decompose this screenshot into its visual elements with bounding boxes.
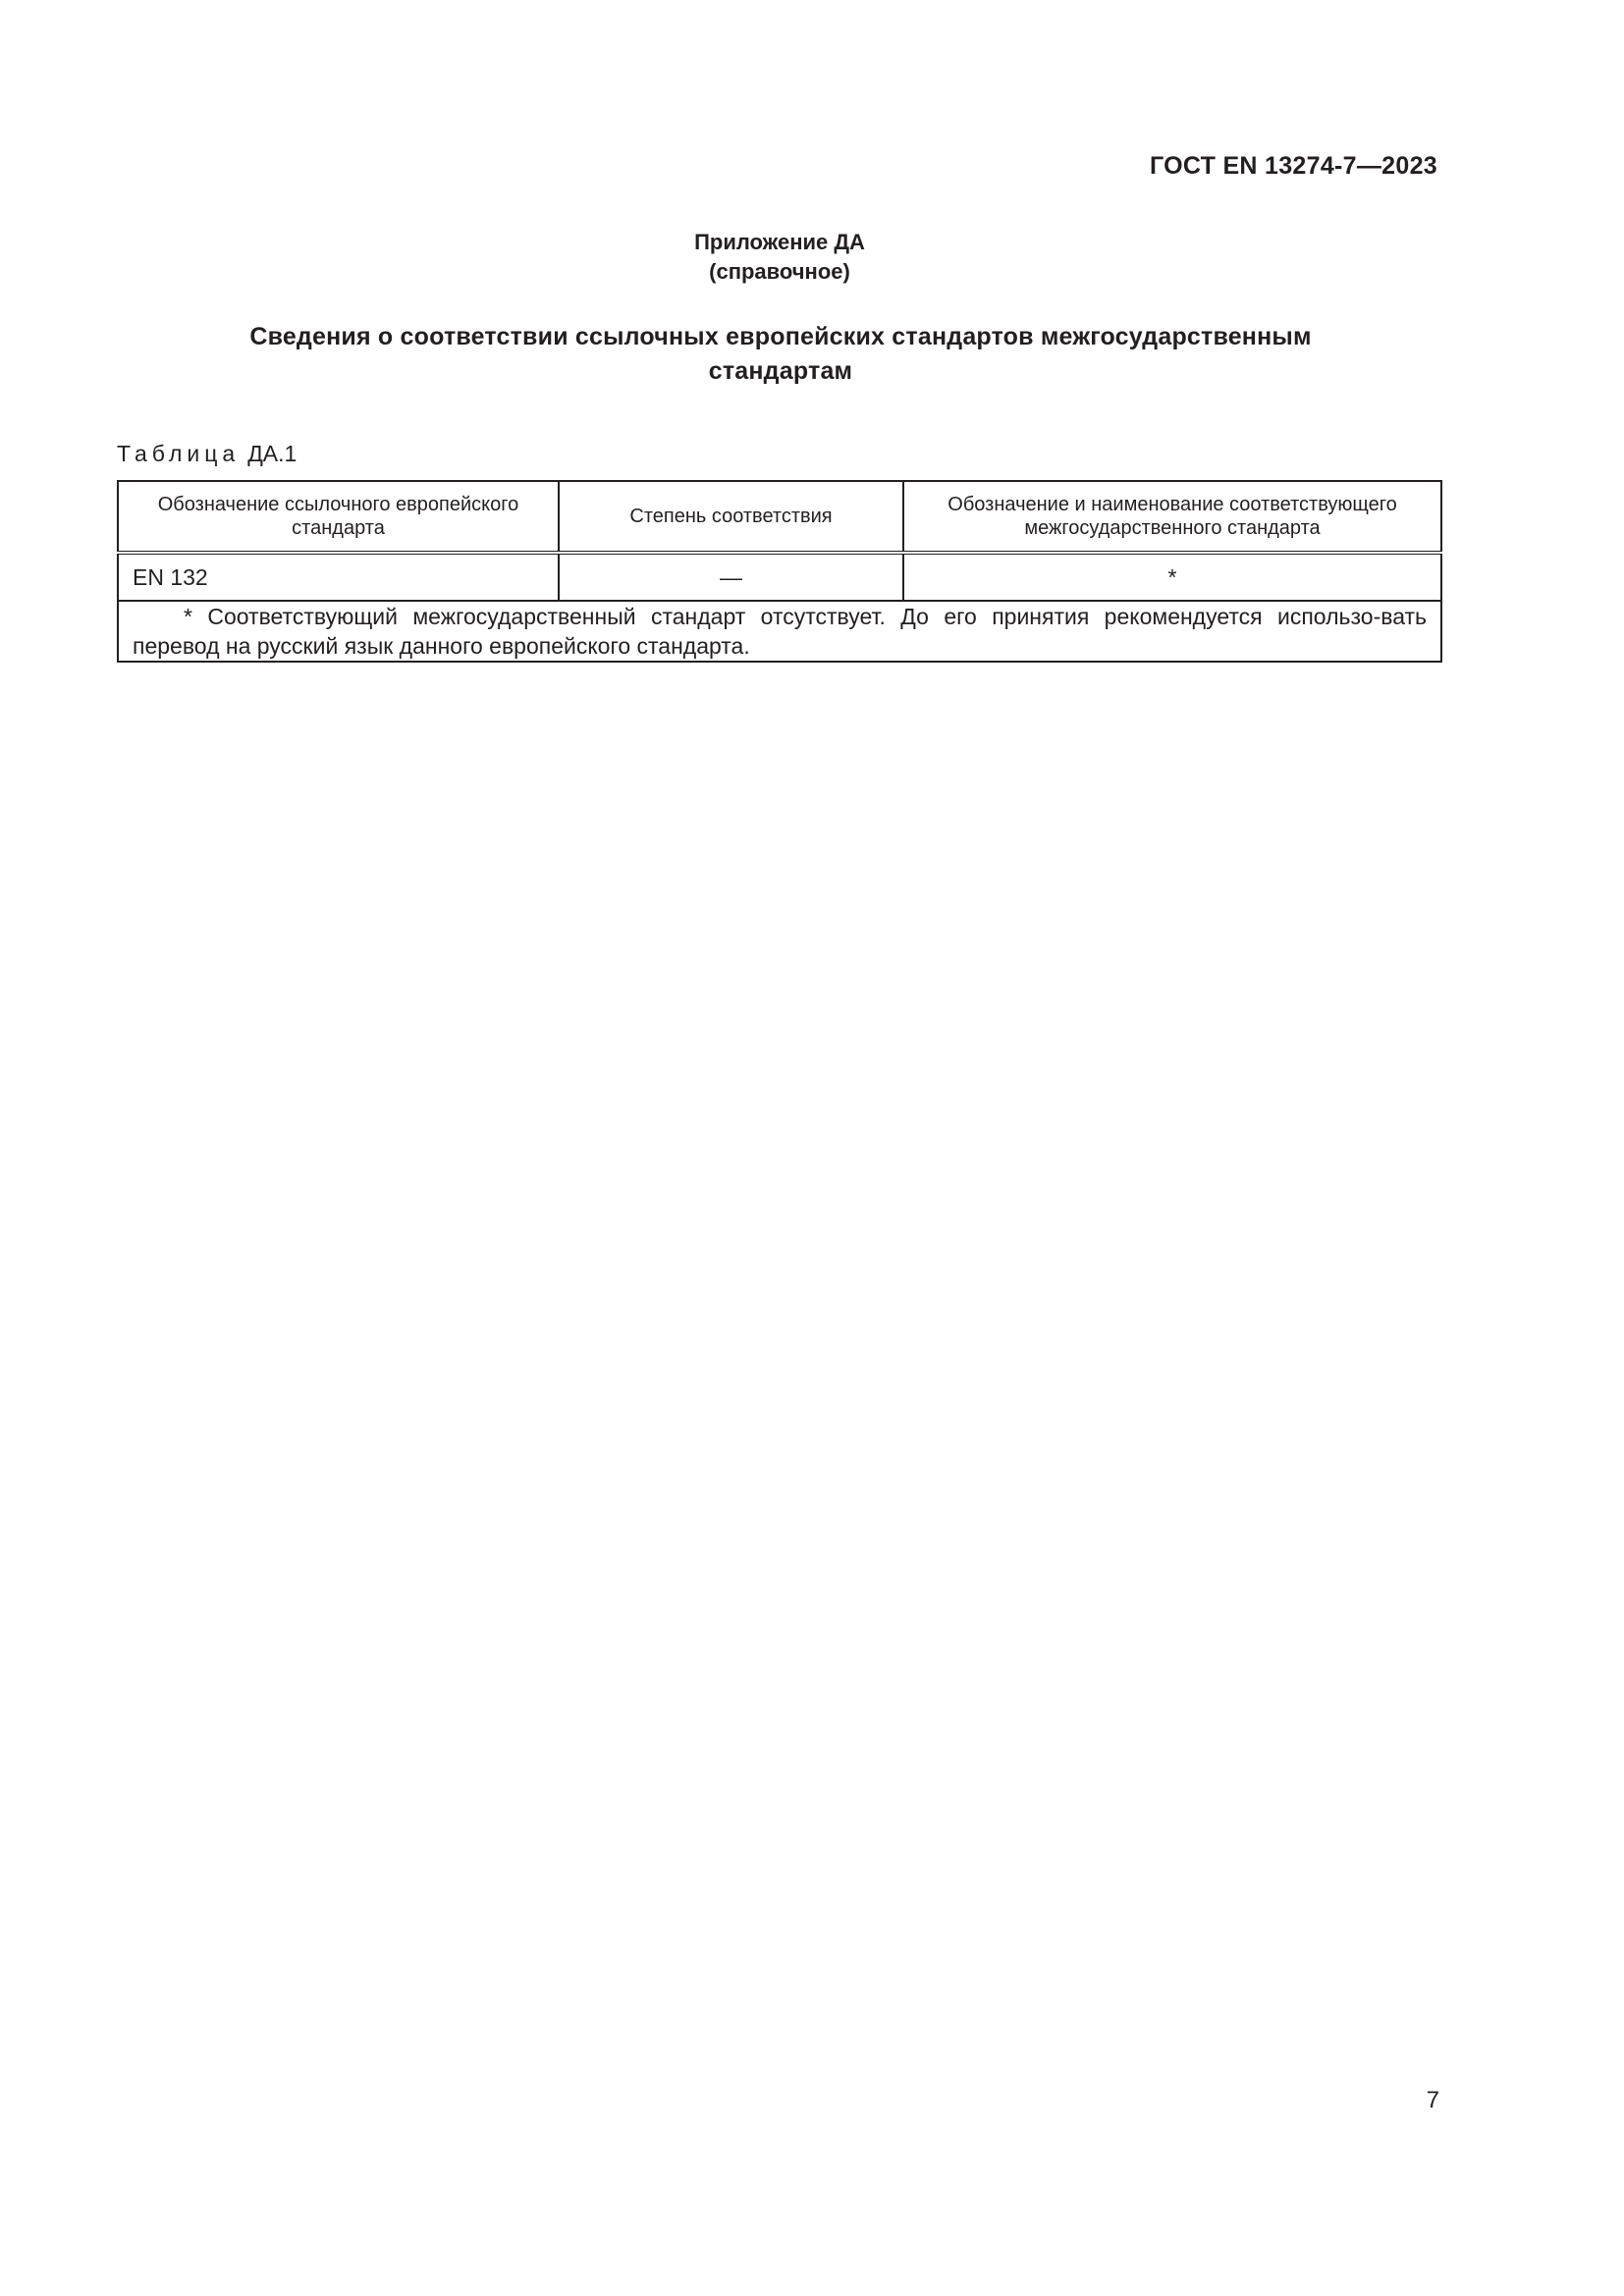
- annex-title: Приложение ДА: [694, 230, 865, 254]
- column-header-interstate-standard: Обозначение и наименование соответствующего межгосударственного стандарта: [903, 481, 1441, 553]
- table-footnote-row: [118, 601, 1441, 662]
- table-caption-number: ДА.1: [247, 441, 298, 466]
- column-header-degree: Степень соответствия: [559, 481, 903, 553]
- cell-interstate-standard: *: [903, 553, 1441, 601]
- annex-subtitle: (справочное): [709, 259, 850, 284]
- section-title-line2: стандартам: [708, 357, 853, 385]
- table-footnote: * Соответствующий межгосударственный стандарт отсутствует. До его принятия рекомендуется использо-вать перевод на русский язык данного европейского стандарта.: [118, 601, 1441, 662]
- table-row: [118, 553, 1441, 601]
- reference-table: [117, 480, 1442, 663]
- page-number: 7: [1426, 2087, 1439, 2113]
- column-header-european-standard: Обозначение ссылочного европейского стандарта: [118, 481, 559, 553]
- cell-european-standard: EN 132: [118, 553, 559, 601]
- section-title: [147, 320, 1414, 389]
- table-caption: [117, 441, 297, 467]
- section-title-line1: Сведения о соответствии ссылочных европейских стандартов межгосударственным: [249, 323, 1312, 350]
- table-caption-label: Таблица: [117, 441, 241, 466]
- cell-degree: —: [559, 553, 903, 601]
- table-header-row: [118, 481, 1441, 553]
- document-code: ГОСТ EN 13274-7—2023: [1150, 152, 1437, 180]
- annex-heading: [0, 228, 1559, 287]
